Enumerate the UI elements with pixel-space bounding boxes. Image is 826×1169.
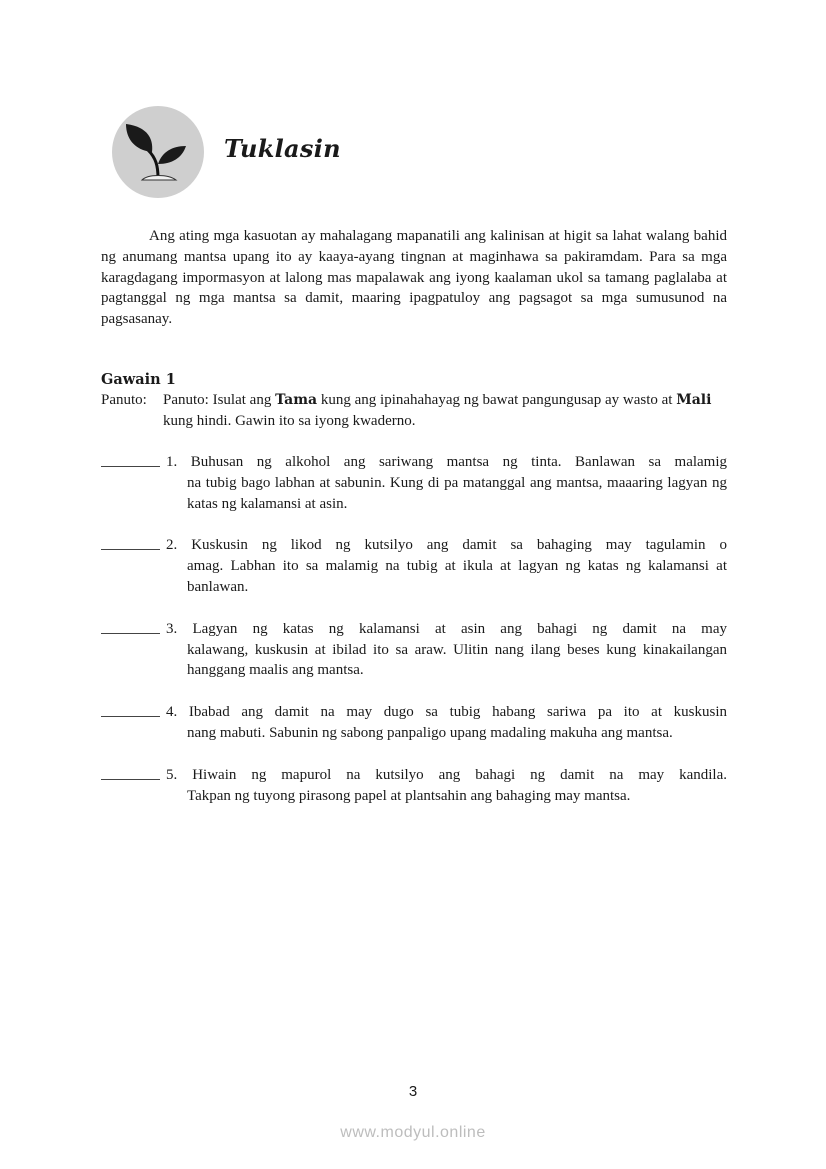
question-item: 4. Ibabad ang damit na may dugo sa tubig habang sariwa pa ito at kuskusin nang mabuti. Sabunin ng sabong panpaligo upang madaling makuha ang mantsa.	[101, 702, 727, 744]
answer-blank[interactable]	[101, 549, 160, 550]
directions-label: Panuto:	[101, 392, 147, 408]
plant-sprout-icon	[112, 106, 204, 198]
question-item: 1. Buhusan ng alkohol ang sariwang mantsa ng tinta. Banlawan sa malamig na tubig bago labhan at sabunin. Kung di pa matanggal ang mantsa, maaaring lagyan ng katas ng kalamansi at asin.	[101, 452, 727, 514]
answer-blank[interactable]	[101, 716, 160, 717]
directions	[101, 390, 727, 432]
intro-text: Ang ating mga kasuotan ay mahalagang mapanatili ang kalinisan at higit sa lahat walang bahid ng anumang mantsa upang ito ay kaaya-ayang tingnan at maginhawa sa pakiramdam. Para sa mga karagdagang impormasyon at lalong mas mapalawak ang iyong kaalaman ukol sa tamang paglalaba at pagtanggal ng mga mantsa sa damit, maaring ipagpatuloy ang pagsagot sa mga sumusunod na pagsasanay.	[101, 228, 727, 328]
question-item: 5. Hiwain ng mapurol na kutsilyo ang bahagi ng damit na may kandila. Takpan ng tuyong pirasong papel at plantsahin ang bahaging may mantsa.	[101, 765, 727, 807]
question-item: 3. Lagyan ng katas ng kalamansi at asin ang bahagi ng damit na may kalawang, kuskusin at ibilad ito sa araw. Ulitin nang ilang beses kung kinakailangan hanggang maalis ang mantsa.	[101, 619, 727, 681]
question-list	[101, 452, 727, 827]
page-title: Tuklasin	[224, 134, 341, 163]
page-number: 3	[408, 1083, 418, 1100]
answer-blank[interactable]	[101, 633, 160, 634]
directions-text: Panuto: Isulat ang Tama kung ang ipinahahayag ng bawat pangungusap ay wasto at Mali kung hindi. Gawin ito sa iyong kwaderno.	[163, 392, 712, 429]
activity-title: Gawain 1	[101, 371, 176, 388]
answer-blank[interactable]	[101, 466, 160, 467]
question-item: 2. Kuskusin ng likod ng kutsilyo ang damit sa bahaging may tagulamin o amag. Labhan ito sa malamig na tubig at ikula at lagyan ng katas ng kalamansi at banlawan.	[101, 535, 727, 597]
watermark: www.modyul.online	[340, 1124, 486, 1141]
intro-paragraph	[101, 226, 727, 330]
answer-blank[interactable]	[101, 779, 160, 780]
